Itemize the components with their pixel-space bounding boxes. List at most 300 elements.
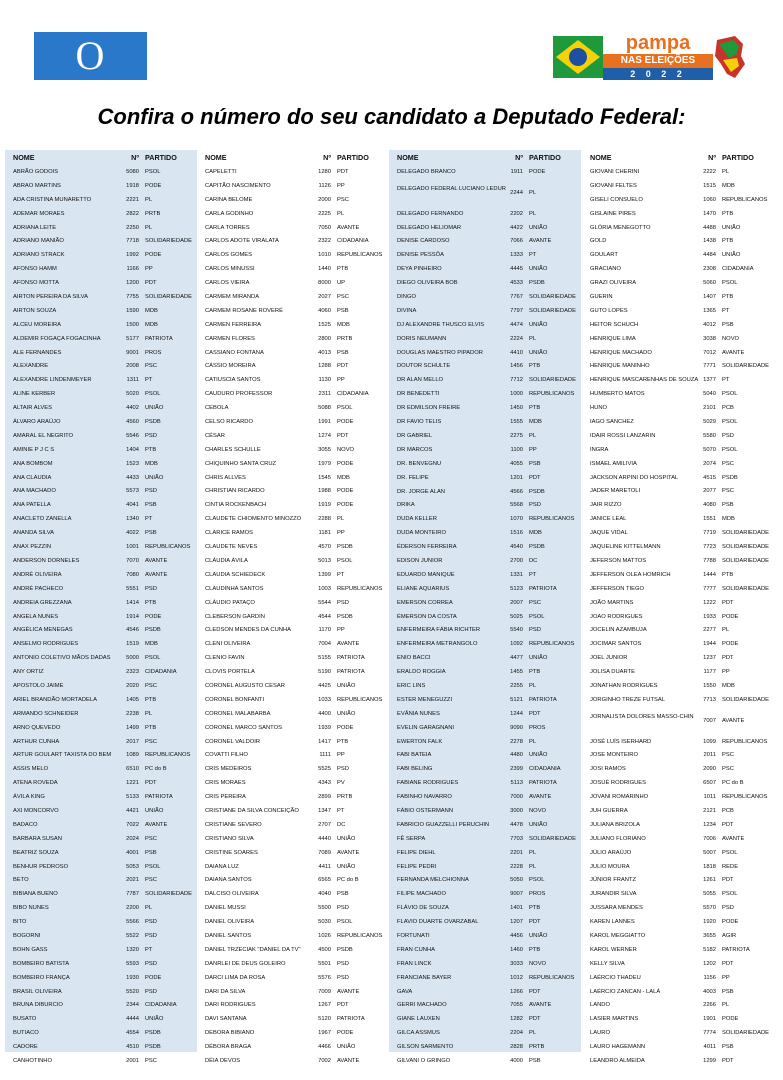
candidate-party: PT	[529, 571, 537, 578]
candidate-party: PSC	[722, 766, 734, 773]
candidate-party: PSOL	[145, 391, 161, 398]
candidate-row	[389, 694, 581, 708]
candidate-row	[197, 319, 389, 333]
candidate-row	[582, 180, 774, 194]
candidate-party: PC do B	[337, 877, 359, 884]
candidate-number: 2204	[510, 1030, 523, 1037]
candidate-party: PATRIOTA	[337, 655, 365, 662]
candidate-row	[5, 666, 197, 680]
candidate-row	[197, 194, 389, 208]
candidate-row	[197, 999, 389, 1013]
candidate-number: 2244	[510, 189, 523, 196]
candidate-number: 1274	[318, 432, 331, 439]
candidate-number: 5546	[126, 432, 139, 439]
candidate-party: PSOL	[145, 169, 161, 175]
candidate-party: AVANTE	[529, 238, 552, 245]
candidate-number: 1011	[703, 794, 716, 801]
candidate-row	[582, 680, 774, 694]
candidate-number: 1092	[510, 641, 523, 648]
candidate-party: PDT	[145, 280, 157, 287]
candidate-row	[5, 597, 197, 611]
candidate-number: 2278	[510, 738, 523, 745]
candidate-number: 2277	[703, 627, 716, 634]
candidate-party: PATRIOTA	[529, 780, 557, 787]
candidate-number: 5570	[703, 905, 716, 912]
candidate-party: PP	[337, 182, 345, 189]
candidate-party: REPUBLICANOS	[337, 696, 383, 703]
candidate-party: PSD	[337, 599, 349, 606]
candidate-party: PSOL	[722, 891, 738, 898]
candidate-number: 5580	[703, 432, 716, 439]
candidate-number: 4000	[510, 1058, 523, 1065]
candidate-number: 1460	[510, 946, 523, 953]
candidate-party: PL	[529, 189, 537, 196]
candidate-number: 7055	[510, 1002, 523, 1009]
candidate-row	[389, 986, 581, 1000]
candidate-name: DIVINA	[397, 307, 417, 314]
candidate-party: PL	[145, 224, 153, 231]
candidate-party: DC	[337, 821, 346, 828]
candidate-name: GILCA ASSMUS	[397, 1030, 440, 1037]
candidate-party: PSDB	[145, 1044, 161, 1051]
candidate-number: 1012	[510, 974, 523, 981]
candidate-name: EWERTON FALK	[397, 738, 443, 745]
candidate-name: BOHN GASS	[13, 946, 48, 953]
candidate-row	[197, 763, 389, 777]
candidate-number: 5070	[703, 446, 716, 453]
candidate-number: 5088	[318, 405, 331, 412]
candidate-party: PATRIOTA	[529, 696, 557, 703]
candidate-number: 4544	[318, 613, 331, 620]
candidate-party: MDB	[145, 641, 158, 648]
candidate-row	[5, 847, 197, 861]
candidate-number: 1901	[703, 1016, 716, 1023]
candidate-party: PL	[529, 682, 537, 689]
candidate-row	[197, 360, 389, 374]
candidate-party: PSB	[145, 530, 157, 537]
candidate-number: 1282	[510, 1016, 523, 1023]
candidate-number: 4011	[703, 1044, 716, 1051]
candidate-party: SOLIDARIEDADE	[145, 891, 193, 898]
candidate-name: CLAUDIA SCHIEDECK	[205, 571, 266, 578]
candidate-name: JAIR RIZZO	[590, 502, 622, 509]
candidate-party: PSB	[337, 307, 349, 314]
candidate-number: 7002	[318, 1058, 331, 1064]
candidate-row	[5, 638, 197, 652]
candidate-name: ANGÉLICA MENEGAS	[13, 627, 73, 634]
candidate-row	[197, 791, 389, 805]
candidate-number: 5053	[126, 863, 139, 870]
candidate-number: 4410	[510, 349, 523, 356]
candidate-column-4	[582, 150, 774, 1065]
candidate-name: JEFFERSON TIEGO	[590, 585, 645, 592]
candidate-row	[389, 430, 581, 444]
candidate-party: PTB	[529, 946, 541, 953]
candidate-name: CORONEL VALDOIR	[205, 738, 261, 745]
candidate-row	[389, 763, 581, 777]
candidate-name: GAVA	[397, 988, 413, 995]
candidate-number: 2275	[510, 432, 523, 439]
candidate-row	[5, 555, 197, 569]
candidate-number: 1333	[510, 252, 523, 259]
candidate-name: DAIANA SANTOS	[205, 877, 252, 884]
candidate-number: 1939	[318, 724, 331, 731]
candidate-number: 2021	[126, 877, 139, 884]
candidate-number: 2000	[318, 196, 331, 203]
candidate-row	[197, 444, 389, 458]
candidate-row	[582, 444, 774, 458]
candidate-party: PSB	[722, 502, 734, 509]
candidate-number: 2024	[126, 835, 139, 842]
candidate-name: FLAVIO DUARTE OVARZABAL	[397, 919, 479, 926]
candidate-row	[5, 680, 197, 694]
candidate-row	[197, 972, 389, 986]
candidate-row	[197, 527, 389, 541]
candidate-name: FÁBIO OSTERMANN	[397, 807, 454, 814]
candidate-party: PP	[337, 530, 345, 537]
candidate-party: AVANTE	[529, 1002, 552, 1009]
candidate-row	[389, 555, 581, 569]
candidate-row	[197, 611, 389, 625]
candidate-party: UNIÃO	[722, 252, 741, 259]
candidate-number: 7007	[703, 717, 716, 724]
candidate-row	[197, 1027, 389, 1041]
candidate-party: PT	[145, 377, 153, 384]
candidate-name: CORONEL BONFANTI	[205, 696, 265, 703]
candidate-name: DIEGO OLIVEIRA BOB	[397, 280, 458, 287]
candidate-number: 5029	[703, 419, 716, 426]
candidate-number: 2228	[510, 863, 523, 870]
candidate-party: PSDB	[337, 613, 353, 620]
candidate-name: ANTONIO COLETIVO MÃOS DADAS	[13, 655, 111, 662]
candidate-name: ÁLVARO ARAÚJO	[13, 419, 61, 426]
candidate-party: AVANTE	[337, 849, 360, 856]
candidate-row	[197, 624, 389, 638]
candidate-row	[5, 374, 197, 388]
candidate-row	[197, 958, 389, 972]
candidate-party: PATRIOTA	[145, 335, 173, 342]
candidate-row	[582, 694, 774, 708]
candidate-party: SOLIDARIEDADE	[722, 557, 770, 564]
header-partido: PARTIDO	[722, 153, 754, 162]
candidate-number: 1911	[510, 169, 523, 175]
candidate-party: PL	[145, 905, 153, 912]
candidate-row	[582, 611, 774, 625]
candidate-party: PSB	[337, 891, 349, 898]
candidate-row	[582, 235, 774, 249]
candidate-party: REPUBLICANOS	[337, 932, 383, 939]
candidate-name: DÉIA DEVOS	[205, 1058, 241, 1064]
candidate-party: AVANTE	[722, 717, 745, 724]
candidate-row	[197, 541, 389, 555]
candidate-number: 1365	[703, 307, 716, 314]
candidate-party: UNIÃO	[145, 474, 164, 481]
candidate-name: CLENIO FAVIN	[205, 655, 245, 662]
candidate-name: JEFERSON MATTOS	[590, 557, 647, 564]
candidate-party: PTB	[529, 669, 541, 676]
candidate-party: REPUBLICANOS	[529, 641, 575, 648]
candidate-row	[389, 902, 581, 916]
candidate-party: PODE	[337, 460, 354, 467]
candidate-name: DR MARCOS	[397, 446, 433, 453]
candidate-row	[389, 235, 581, 249]
candidate-number: 2011	[703, 752, 716, 759]
candidate-name: FORTUNATI	[397, 933, 430, 939]
candidate-party: PTB	[145, 446, 157, 453]
candidate-number: 1311	[126, 377, 139, 384]
candidate-row	[197, 374, 389, 388]
candidate-number: 2255	[510, 682, 523, 689]
candidate-name: HENRIQUE MACHADO	[590, 349, 652, 356]
candidate-number: 1170	[318, 627, 331, 634]
candidate-party: PSB	[722, 1044, 734, 1051]
candidate-number: 3000	[510, 807, 523, 814]
candidate-number: 2008	[126, 363, 139, 370]
candidate-name: DR BENEDETTI	[397, 391, 440, 398]
candidate-party: PODE	[722, 919, 739, 926]
candidate-name: JOAO RODRIGUES	[590, 613, 643, 620]
candidate-number: 7066	[510, 238, 523, 245]
candidate-name: CINTIA ROCKENBACH	[205, 502, 267, 509]
candidate-row	[389, 277, 581, 291]
candidate-name: CARLOS VIEIRA	[205, 280, 250, 287]
candidate-name: CADORE	[13, 1044, 38, 1051]
candidate-party: PDT	[529, 474, 541, 481]
candidate-name: ALDEMIR FOGAÇA FOGACINHA	[13, 335, 101, 342]
candidate-name: JOVANI ROMARINHO	[590, 794, 649, 801]
candidate-name: HUMBERTO MATOS	[590, 391, 645, 398]
candidate-number: 5113	[510, 780, 523, 787]
candidate-number: 1222	[703, 599, 716, 606]
candidate-name: BIBIANA BUENO	[13, 891, 58, 898]
candidate-name: ÁVILA KING	[13, 794, 45, 801]
candidate-row	[197, 166, 389, 180]
candidate-row	[389, 749, 581, 763]
candidate-row	[582, 208, 774, 222]
candidate-row	[582, 749, 774, 763]
candidate-row	[582, 513, 774, 527]
candidate-party: PDT	[529, 919, 541, 926]
candidate-party: PDT	[529, 710, 541, 717]
candidate-name: JOSÉ LUÍS ISERHARD	[590, 738, 652, 745]
candidate-number: 8000	[318, 280, 331, 287]
candidate-name: ANA CLAUDIA	[13, 474, 52, 481]
candidate-row	[5, 360, 197, 374]
candidate-name: JOEL JUNIOR	[590, 655, 628, 662]
candidate-party: PRTB	[337, 794, 353, 801]
brazil-flag-icon	[553, 36, 603, 78]
candidate-name: DELEGADO BRANCO	[397, 169, 456, 175]
candidate-name: DALCISO OLIVEIRA	[205, 891, 259, 898]
candidate-number: 1438	[703, 238, 716, 245]
candidate-party: PSOL	[529, 877, 545, 884]
candidate-party: PTB	[529, 905, 541, 912]
candidate-row	[582, 847, 774, 861]
candidate-party: PSC	[145, 1058, 157, 1064]
candidate-column-3	[389, 150, 581, 1065]
candidate-party: AVANTE	[722, 349, 745, 356]
candidate-row	[582, 888, 774, 902]
candidate-row	[5, 958, 197, 972]
candidate-number: 2344	[126, 1002, 139, 1009]
candidate-row	[197, 263, 389, 277]
candidate-name: JADER MARETOLI	[590, 488, 641, 495]
candidate-name: DUDA KELLER	[397, 516, 437, 523]
candidate-party: CIDADANIA	[145, 1002, 177, 1009]
candidate-name: ENIO BACCI	[397, 655, 431, 662]
candidate-name: ALE FERNANDES	[13, 349, 62, 356]
candidate-name: ANDRÉ PACHECO	[13, 585, 64, 592]
candidate-number: 5080	[126, 169, 139, 175]
candidate-row	[197, 749, 389, 763]
candidate-name: CLÁUDIA ÁVILA	[205, 557, 248, 564]
candidate-party: NOVO	[722, 335, 740, 342]
candidate-number: 1181	[318, 530, 331, 537]
candidate-row	[197, 930, 389, 944]
candidate-name: FABI BELING	[397, 766, 433, 773]
candidate-party: REPUBLICANOS	[337, 585, 383, 592]
candidate-name: JAQUE VIDAL	[590, 530, 628, 537]
candidate-party: PRTB	[337, 335, 353, 342]
candidate-number: 1523	[126, 460, 139, 467]
candidate-row	[5, 499, 197, 513]
candidate-name: ARTHUR CUNHA	[13, 738, 60, 745]
candidate-party: PSC	[337, 294, 349, 301]
candidate-row	[389, 708, 581, 722]
candidate-number: 2121	[703, 807, 716, 814]
candidate-name: BITO	[13, 919, 27, 926]
candidate-number: 7771	[703, 363, 716, 370]
candidate-row	[389, 680, 581, 694]
candidate-row	[197, 305, 389, 319]
candidate-row	[5, 235, 197, 249]
candidate-party: PSOL	[145, 655, 161, 662]
candidate-name: CLOVIS PORTELA	[205, 669, 255, 676]
candidate-party: PP	[337, 377, 345, 384]
candidate-name: DÉBORA BRAGA	[205, 1044, 252, 1051]
candidate-name: ANA BOMBOM	[13, 460, 53, 467]
candidate-number: 1979	[318, 460, 331, 467]
candidate-row	[5, 180, 197, 194]
candidate-number: 4474	[510, 321, 523, 328]
candidate-number: 1001	[126, 544, 139, 551]
candidate-row	[582, 652, 774, 666]
candidate-number: 5593	[126, 960, 139, 967]
column-header	[197, 150, 389, 166]
candidate-name: DR GABRIEL	[397, 432, 433, 439]
candidate-row	[5, 249, 197, 263]
candidate-row	[582, 277, 774, 291]
candidate-number: 2201	[510, 849, 523, 856]
candidate-row	[197, 402, 389, 416]
candidate-row	[582, 222, 774, 236]
candidate-name: GILVANI O GRINGO	[397, 1058, 451, 1065]
candidate-number: 4445	[510, 266, 523, 273]
candidate-row	[582, 1041, 774, 1055]
candidate-row	[582, 485, 774, 499]
candidate-row	[582, 708, 774, 736]
candidate-party: MDB	[145, 307, 158, 314]
candidate-name: DR. BENVEGNU	[397, 460, 442, 467]
candidate-party: PSD	[145, 488, 157, 495]
candidate-row	[389, 666, 581, 680]
candidate-name: JURANDIR SILVA	[590, 891, 637, 898]
candidate-row	[5, 624, 197, 638]
candidate-row	[5, 485, 197, 499]
candidate-party: MDB	[145, 321, 158, 328]
candidate-party: PL	[337, 516, 345, 523]
candidate-party: PTB	[722, 238, 734, 245]
candidate-party: SOLIDARIEDADE	[145, 238, 193, 245]
candidate-name: FRAN LINCK	[397, 960, 432, 967]
candidate-name: DANIEL TRZECIAK "DANIEL DA TV"	[205, 946, 301, 953]
candidate-name: AXI MONCORVO	[13, 807, 59, 814]
candidate-party: MDB	[722, 516, 735, 523]
candidate-party: MDB	[337, 321, 350, 328]
candidate-row	[582, 791, 774, 805]
candidate-name: FRANCIANE BAYER	[397, 974, 452, 981]
candidate-name: HENRIQUE MANINHO	[590, 363, 650, 370]
candidate-party: AVANTE	[145, 821, 168, 828]
candidate-party: UNIÃO	[529, 349, 548, 356]
candidate-name: EDISON JUNIOR	[397, 557, 443, 564]
candidate-name: GRAZI OLIVEIRA	[590, 280, 637, 287]
candidate-number: 5020	[126, 391, 139, 398]
candidate-party: PSOL	[337, 405, 353, 412]
candidate-name: JOÃO MARTINS	[590, 599, 634, 606]
candidate-name: DANIEL SANTOS	[205, 932, 252, 939]
candidate-row	[582, 374, 774, 388]
candidate-number: 1377	[703, 377, 716, 384]
candidate-row	[389, 958, 581, 972]
candidate-number: 3055	[318, 446, 331, 453]
candidate-party: UNIÃO	[145, 405, 164, 412]
candidate-row	[582, 249, 774, 263]
candidate-name: INGRA	[590, 446, 609, 453]
candidate-row	[197, 208, 389, 222]
candidate-party: PODE	[337, 1030, 354, 1037]
candidate-name: GUTO LOPES	[590, 307, 628, 314]
candidate-party: PSC	[145, 738, 157, 745]
candidate-number: 1914	[126, 613, 139, 620]
candidate-row	[389, 486, 581, 500]
candidate-number: 1000	[510, 391, 523, 398]
candidate-number: 1918	[126, 182, 139, 189]
candidate-number: 1440	[318, 266, 331, 273]
candidate-party: SOLIDARIEDADE	[529, 835, 577, 842]
candidate-number: 4440	[318, 835, 331, 842]
candidate-number: 1590	[126, 307, 139, 314]
candidate-party: PP	[722, 669, 730, 676]
candidate-name: CASSIANO FONTANA	[205, 349, 264, 356]
candidate-name: CLAUDINHA SANTOS	[205, 585, 264, 592]
candidate-row	[582, 360, 774, 374]
candidate-name: CRIS MORAES	[205, 780, 246, 787]
candidate-row	[5, 791, 197, 805]
candidate-number: 1399	[318, 571, 331, 578]
candidate-row	[582, 666, 774, 680]
candidate-party: CIDADANIA	[337, 391, 369, 398]
candidate-name: CARLOS GOMES	[205, 252, 253, 259]
candidate-party: PSD	[145, 919, 157, 926]
candidate-name: ADA CRISTINA MUNARETTO	[13, 196, 92, 203]
candidate-row	[389, 347, 581, 361]
candidate-name: FABI BATEIA	[397, 752, 432, 759]
candidate-row	[582, 291, 774, 305]
candidate-name: CLÁUDIO PATAÇO	[205, 599, 255, 606]
candidate-row	[389, 527, 581, 541]
candidate-name: JEFFERSON OLEA HOMRICH	[590, 571, 671, 578]
